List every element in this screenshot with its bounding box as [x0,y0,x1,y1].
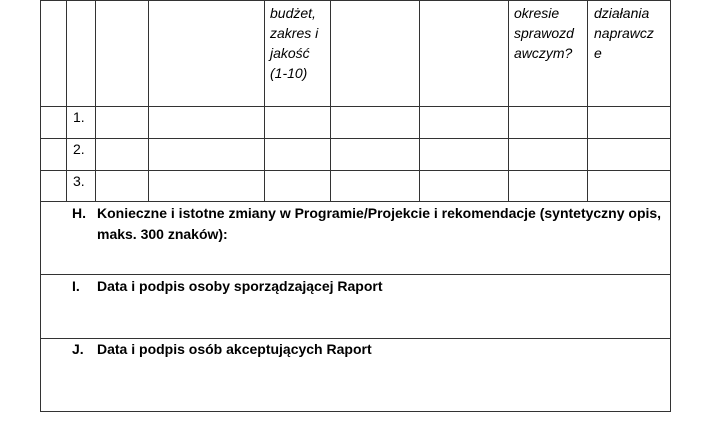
header-fragment-line: jakość [270,45,310,61]
column-divider [419,0,420,202]
column-divider [508,0,509,202]
column-divider [66,0,67,202]
row-number: 3. [73,173,85,189]
row-number: 1. [73,109,85,125]
header-fragment-line: budżet, [270,5,316,21]
table-right-border [670,0,671,412]
table-left-border [40,0,41,412]
row-number: 2. [73,141,85,157]
header-fragment-line: naprawcz [594,25,654,41]
table-top-border [40,0,670,1]
section-i-letter: I. [72,278,80,294]
table-bottom-border [40,411,670,412]
column-divider [587,0,588,202]
section-h-line-2: maks. 300 znaków): [97,226,228,242]
section-i-title: Data i podpis osoby sporządzającej Raport [97,278,383,294]
header-fragment-line: awczym? [514,45,573,61]
column-divider [95,0,96,202]
section-j-letter: J. [72,341,84,357]
section-h-title [97,203,667,245]
header-fragment-line: okresie [514,5,560,21]
section-h-letter: H. [72,205,86,221]
column-divider [148,0,149,202]
header-fragment-line: działania [594,5,650,21]
header-fragment-line: e [594,45,602,61]
section-h-bottom-border [40,274,670,275]
header-fragment-line: (1-10) [270,65,308,81]
section-h-line-1: Konieczne i istotne zmiany w Programie/Projekcie i rekomendacje (syntetyczny opis, [97,205,662,221]
header-fragment-line: zakres i [270,25,319,41]
column-divider [330,0,331,202]
header-row-bottom-border [40,106,670,107]
section-j-title: Data i podpis osób akceptujących Raport [97,341,372,357]
column-divider [264,0,265,202]
row-1-bottom-border [40,138,670,139]
row-3-bottom-border [40,201,670,202]
header-cell-corrective-actions [594,3,654,63]
row-2-bottom-border [40,170,670,171]
header-cell-reporting-period [514,3,574,63]
header-cell-budget-scope-quality [270,3,318,83]
header-fragment-line: sprawozd [514,25,574,41]
